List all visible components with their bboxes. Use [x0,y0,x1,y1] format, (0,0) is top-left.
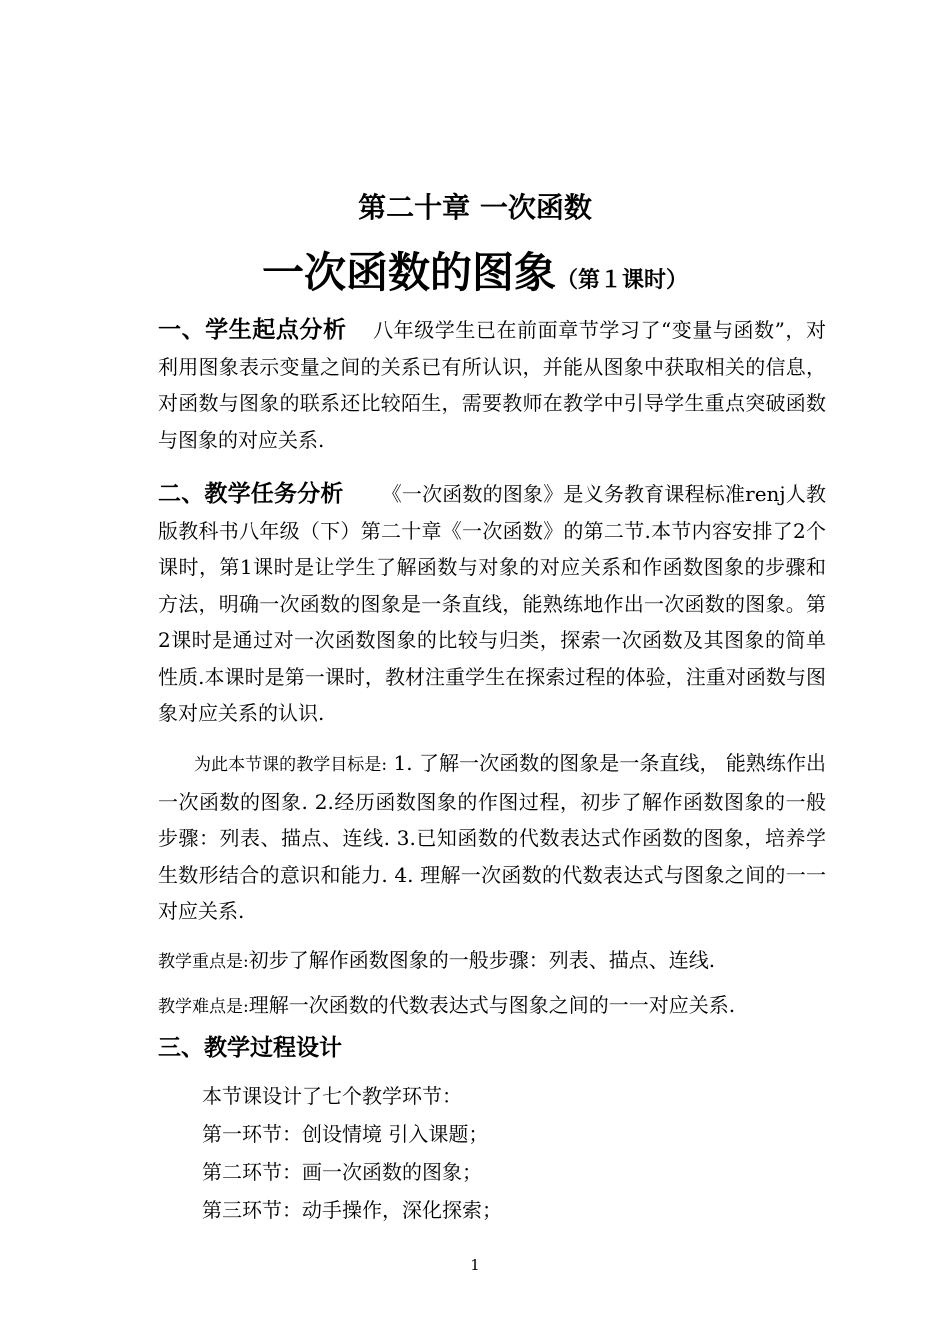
difficult-point-label: 教学难点是: [158,997,249,1017]
section-3-heading: 三、教学过程设计 [158,1035,342,1061]
section-2 [158,476,826,732]
process-line: 第三环节：动手操作，深化探索； [202,1198,502,1222]
section-2-heading: 二、教学任务分析 [158,481,344,507]
teaching-goals-label: 为此本节课的教学目标是: [194,755,388,775]
teaching-goals-text: 1. 了解一次函数的图象是一条直线， 能熟练作出一次函数的图象. 2.经历函数图象的作图过程，初步了解作函数图象的一般步骤：列表、描点、连线. 3.已知函数的代数表达式作函数的图象，培养学生数形结合的意识和能力. 4. 理解一次函数的代数表达式与图象之间的一一对应关系. [158,751,827,923]
chapter-title: 第二十章 一次函数 [358,191,592,224]
teaching-difficult-point [158,987,826,1026]
process-line: 第二环节：画一次函数的图象； [202,1160,482,1184]
section-2-text: 《一次函数的图象》是义务教育课程标准renj人教版教科书八年级（下）第二十章《一次函数》的第二节.本节内容安排了2个课时，第1课时是让学生了解函数与对象的对应关系和作函数图象的步骤和方法，明确一次函数的图象是一条直线，能熟练地作出一次函数的图象。第2课时是通过对一次函数图象的比较与归类，探索一次函数及其图象的简单性质.本课时是第一课时，教材注重学生在探索过程的体验，注重对函数与图象对应关系的认识. [158,482,827,725]
section-1-text: 八年级学生已在前面章节学习了“变量与函数”，对利用图象表示变量之间的关系已有所认识，并能从图象中获取相关的信息，对函数与图象的联系还比较陌生，需要教师在教学中引导学生重点突破函数与图象的对应关系. [158,318,826,452]
difficult-point-text: 理解一次函数的代数表达式与图象之间的一一对应关系. [248,993,736,1017]
process-line: 第一环节：创设情境 引入课题； [202,1122,489,1146]
lesson-subtitle: （第１课时） [556,268,689,293]
page-number: 1 [470,1256,480,1274]
teaching-goals [158,745,826,930]
section-3 [158,1030,826,1067]
teaching-key-point [158,942,826,981]
lesson-title: 一次函数的图象 [261,248,556,297]
process-line: 本节课设计了七个教学环节： [202,1084,462,1108]
key-point-label: 教学重点是: [158,952,249,972]
section-1-heading: 一、学生起点分析 [158,317,347,343]
section-1 [158,312,826,458]
lesson-title-row [0,240,950,300]
key-point-text: 初步了解作函数图象的一般步骤：列表、描点、连线. [248,948,716,972]
